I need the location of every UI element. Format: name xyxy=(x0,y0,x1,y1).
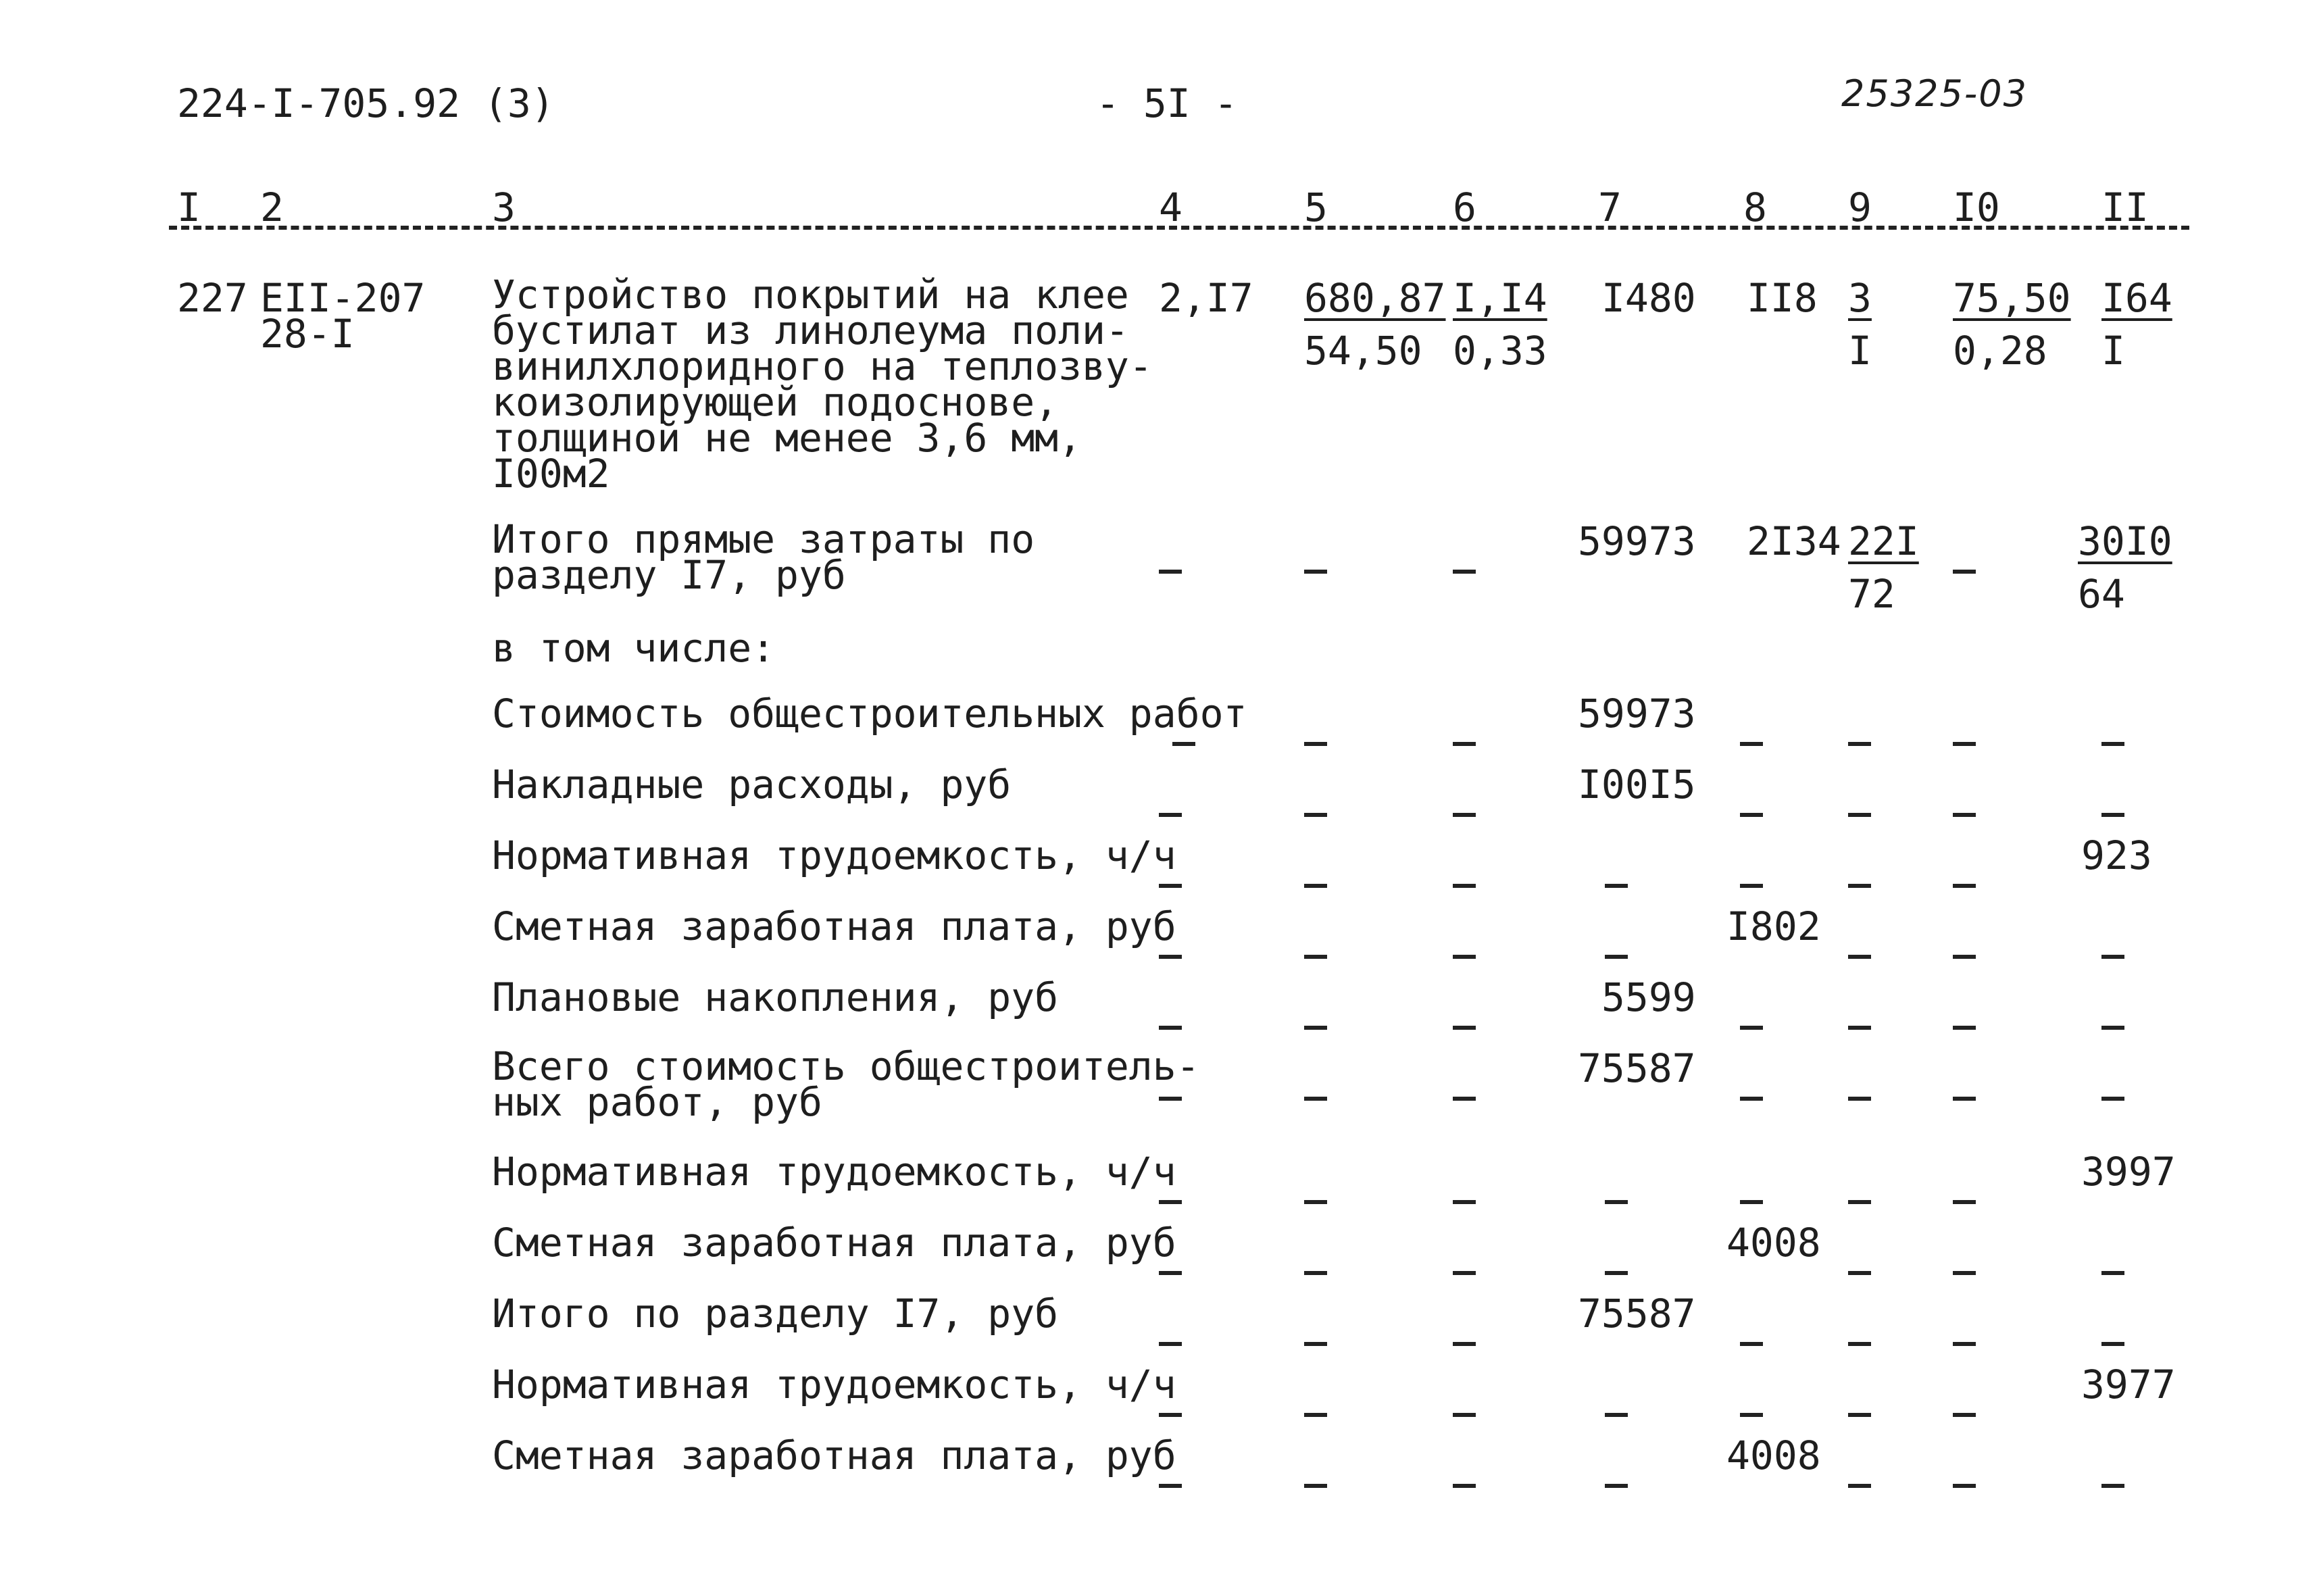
row-label: Плановые накопления, руб xyxy=(492,974,1059,1020)
row-c11: 923 xyxy=(2081,832,2152,878)
item-c11-bottom: I xyxy=(2101,328,2125,374)
dash xyxy=(1740,784,1763,823)
dash xyxy=(1304,1313,1327,1352)
row-label: Нормативная трудоемкость, ч/ч xyxy=(492,1362,1176,1407)
item-c6-bottom: 0,33 xyxy=(1453,328,1547,374)
dash xyxy=(1953,713,1976,752)
row-label: Накладные расходы, руб xyxy=(492,762,1012,807)
total-c9-bottom: 72 xyxy=(1848,571,1895,617)
dash xyxy=(1159,1068,1182,1107)
item-c11-top: I64 xyxy=(2101,275,2172,321)
dash xyxy=(1453,1171,1476,1210)
dash xyxy=(1605,1242,1628,1281)
row-c8: 4008 xyxy=(1726,1432,1821,1478)
dash xyxy=(1159,1242,1182,1281)
including-label: в том числе: xyxy=(492,625,776,671)
item-number: 227 xyxy=(177,275,248,321)
row-c7: 75587 xyxy=(1578,1045,1696,1091)
column-number: 2 xyxy=(260,184,284,230)
row-c8: 4008 xyxy=(1726,1220,1821,1266)
dash xyxy=(1605,1384,1628,1423)
total-c9-top: 22I xyxy=(1848,518,1919,564)
column-number: II xyxy=(2101,184,2149,230)
item-quantity: 2,I7 xyxy=(1159,275,1253,321)
dash xyxy=(1453,855,1476,894)
dash xyxy=(1848,997,1871,1036)
total-c8: 2I34 xyxy=(1747,518,1841,564)
item-code-sub: 28-I xyxy=(260,311,355,357)
row-c8: I802 xyxy=(1726,903,1821,949)
dash xyxy=(1304,1455,1327,1494)
dash xyxy=(1848,784,1871,823)
dash xyxy=(1740,1313,1763,1352)
item-c5-bottom: 54,50 xyxy=(1304,328,1422,374)
item-c8: II8 xyxy=(1747,275,1818,321)
column-number: 9 xyxy=(1848,184,1872,230)
dash xyxy=(1304,713,1327,752)
dash xyxy=(1453,1384,1476,1423)
dash xyxy=(1304,926,1327,965)
item-code: EII-207 xyxy=(260,275,426,321)
dash xyxy=(1953,1455,1976,1494)
dash xyxy=(1304,1242,1327,1281)
dash xyxy=(1848,713,1871,752)
dash xyxy=(1848,855,1871,894)
dash xyxy=(1159,997,1182,1036)
total-label: Итого прямые затраты по разделу I7, руб xyxy=(492,516,1035,598)
row-label: Сметная заработная плата, руб xyxy=(492,1432,1176,1478)
dash xyxy=(1953,541,1976,580)
header-rule xyxy=(169,226,2189,230)
row-label: Сметная заработная плата, руб xyxy=(492,1220,1176,1266)
dash xyxy=(1304,541,1327,580)
document-code: 224-I-705.92 (3) xyxy=(177,80,555,126)
dash xyxy=(1453,1313,1476,1352)
dash xyxy=(1848,1068,1871,1107)
dash xyxy=(1159,1171,1182,1210)
dash xyxy=(2101,713,2124,752)
column-number: 7 xyxy=(1598,184,1622,230)
item-c9-top: 3 xyxy=(1848,275,1872,321)
dash xyxy=(1953,1313,1976,1352)
item-c10-bottom: 0,28 xyxy=(1953,328,2047,374)
dash xyxy=(1304,997,1327,1036)
column-number: 4 xyxy=(1159,184,1183,230)
dash xyxy=(1740,1171,1763,1210)
item-c5-top: 680,87 xyxy=(1304,275,1446,321)
dash xyxy=(1159,1455,1182,1494)
dash xyxy=(1159,926,1182,965)
dash xyxy=(1740,997,1763,1036)
dash xyxy=(1953,1384,1976,1423)
dash xyxy=(2101,1313,2124,1352)
dash xyxy=(1453,713,1476,752)
item-description: Устройство покрытий на клее бустилат из линолеума поли- винилхлоридного на теплозву- коизолирующей подоснове, толщиной не менее 3,6 мм, I00м2 xyxy=(492,272,1153,497)
dash xyxy=(1453,997,1476,1036)
dash xyxy=(1953,1242,1976,1281)
dash xyxy=(1453,1242,1476,1281)
dash xyxy=(1848,1242,1871,1281)
dash xyxy=(1605,1455,1628,1494)
dash xyxy=(1848,1171,1871,1210)
row-c7: I00I5 xyxy=(1578,762,1696,807)
total-c11-top: 30I0 xyxy=(2078,518,2172,564)
dash xyxy=(1605,926,1628,965)
dash xyxy=(1740,855,1763,894)
column-number: 5 xyxy=(1304,184,1328,230)
dash xyxy=(2101,1068,2124,1107)
dash xyxy=(2101,1242,2124,1281)
handwritten-code: 25325-03 xyxy=(1841,72,2028,115)
column-number: 6 xyxy=(1453,184,1476,230)
dash xyxy=(2101,997,2124,1036)
column-number: 8 xyxy=(1743,184,1767,230)
row-c7: 5599 xyxy=(1601,974,1696,1020)
dash xyxy=(1848,1455,1871,1494)
dash xyxy=(1304,1171,1327,1210)
dash xyxy=(1159,784,1182,823)
dash xyxy=(1740,1068,1763,1107)
row-label: Стоимость общестроительных работ xyxy=(492,691,1247,737)
total-c11-bottom: 64 xyxy=(2078,571,2125,617)
dash xyxy=(1453,784,1476,823)
dash xyxy=(1159,855,1182,894)
dash xyxy=(1304,1068,1327,1107)
column-number: I xyxy=(177,184,201,230)
dash xyxy=(1605,1171,1628,1210)
column-number: 3 xyxy=(492,184,516,230)
row-label: Нормативная трудоемкость, ч/ч xyxy=(492,832,1176,878)
total-c7: 59973 xyxy=(1578,518,1696,564)
dash xyxy=(1953,855,1976,894)
dash xyxy=(1740,713,1763,752)
dash xyxy=(1740,1384,1763,1423)
row-label: Всего стоимость общестроитель- ных работ, руб xyxy=(492,1043,1200,1125)
dash xyxy=(1159,1313,1182,1352)
row-c7: 59973 xyxy=(1578,691,1696,737)
dash xyxy=(1953,1171,1976,1210)
dash xyxy=(1848,1313,1871,1352)
dash xyxy=(1953,1068,1976,1107)
dash xyxy=(2101,1455,2124,1494)
dash xyxy=(1453,1455,1476,1494)
dash xyxy=(1304,855,1327,894)
dash xyxy=(1304,1384,1327,1423)
dash xyxy=(1159,1384,1182,1423)
dash xyxy=(2101,784,2124,823)
dash xyxy=(1453,541,1476,580)
column-number: I0 xyxy=(1953,184,2000,230)
dash xyxy=(1605,855,1628,894)
dash xyxy=(1848,1384,1871,1423)
row-c11: 3977 xyxy=(2081,1362,2176,1407)
dash xyxy=(1953,997,1976,1036)
page-number: - 5I - xyxy=(1096,80,1238,126)
row-c11: 3997 xyxy=(2081,1149,2176,1195)
dash xyxy=(1304,784,1327,823)
dash xyxy=(1848,926,1871,965)
dash xyxy=(1453,926,1476,965)
row-label: Нормативная трудоемкость, ч/ч xyxy=(492,1149,1176,1195)
item-c6-top: I,I4 xyxy=(1453,275,1547,321)
row-c7: 75587 xyxy=(1578,1291,1696,1337)
row-label: Сметная заработная плата, руб xyxy=(492,903,1176,949)
item-c9-bottom: I xyxy=(1848,328,1872,374)
row-label: Итого по разделу I7, руб xyxy=(492,1291,1059,1337)
item-c10-top: 75,50 xyxy=(1953,275,2071,321)
dash xyxy=(1453,1068,1476,1107)
dash xyxy=(1159,541,1182,580)
dash xyxy=(1953,926,1976,965)
dash xyxy=(1953,784,1976,823)
item-c7: I480 xyxy=(1601,275,1696,321)
dash xyxy=(1172,713,1195,752)
dash xyxy=(2101,926,2124,965)
